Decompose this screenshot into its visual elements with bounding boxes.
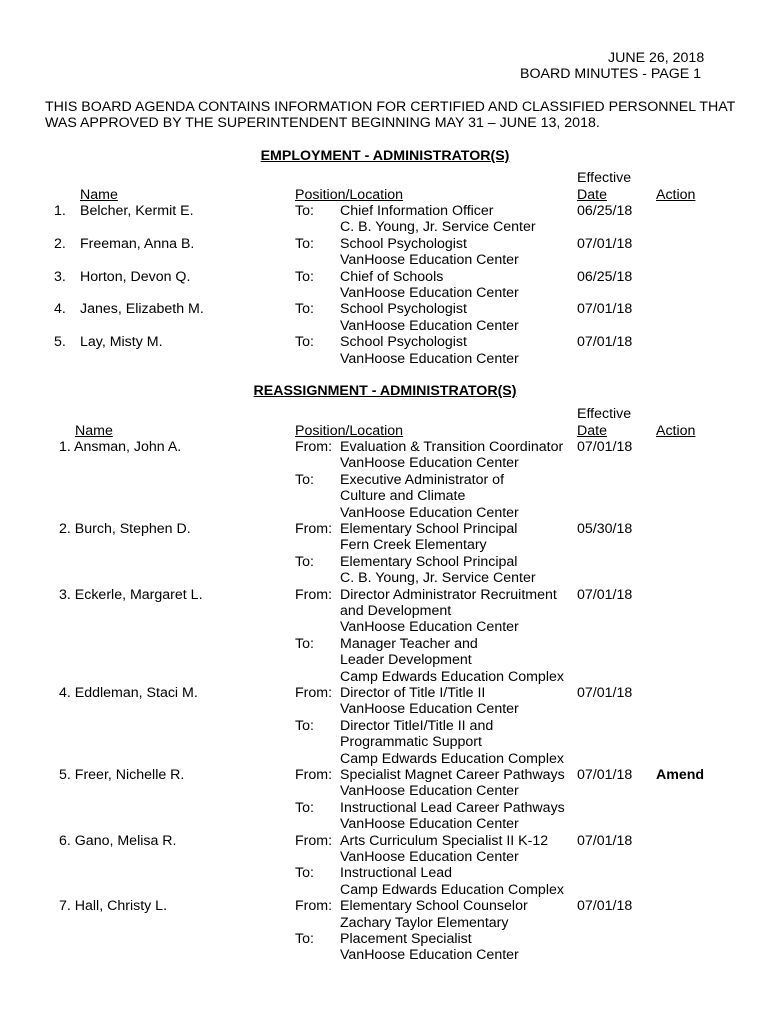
- employment-row-location: VanHoose Education Center: [340, 285, 519, 301]
- reassignment-row-text: Culture and Climate: [340, 488, 466, 505]
- reassignment-row-date: 07/01/18: [577, 685, 633, 701]
- reassignment-row-label: To:: [295, 553, 314, 570]
- reassignment-row-text: Elementary School Counselor: [340, 898, 528, 915]
- reassignment-row-name: 5. Freer, Nichelle R.: [59, 767, 185, 783]
- intro-line-2: WAS APPROVED BY THE SUPERINTENDENT BEGINNING MAY 31 – JUNE 13, 2018.: [45, 115, 600, 131]
- reassignment-row-text: Elementary School Principal: [340, 521, 518, 537]
- employment-row-number: 4.: [54, 301, 66, 318]
- reassignment-row-action: Amend: [656, 767, 705, 783]
- employment-row-location: C. B. Young, Jr. Service Center: [340, 219, 536, 236]
- employment-row-location: VanHoose Education Center: [340, 317, 519, 334]
- employment-row-date: 06/25/18: [577, 268, 633, 285]
- reassignment-row-date: 07/01/18: [577, 586, 633, 603]
- reassignment-date-header: Date: [577, 423, 607, 439]
- employment-row-position: School Psychologist: [340, 235, 467, 252]
- employment-row-date: 07/01/18: [577, 235, 633, 252]
- employment-row-position: Chief of Schools: [340, 268, 444, 285]
- reassignment-row-date: 07/01/18: [577, 832, 633, 849]
- reassignment-row-label: From:: [295, 767, 333, 783]
- employment-row-location: VanHoose Education Center: [340, 350, 519, 367]
- employment-row-name: Janes, Elizabeth M.: [80, 301, 204, 318]
- employment-date-header: Date: [577, 187, 607, 203]
- employment-position-header: Position/Location: [295, 187, 404, 203]
- employment-row-number: 5.: [54, 334, 66, 351]
- employment-row-name: Lay, Misty M.: [80, 334, 163, 351]
- reassignment-row-text: C. B. Young, Jr. Service Center: [340, 570, 536, 587]
- reassignment-row-text: Camp Edwards Education Complex: [340, 881, 564, 898]
- reassignment-row-text: VanHoose Education Center: [340, 783, 519, 800]
- reassignment-row-text: VanHoose Education Center: [340, 849, 519, 865]
- reassignment-position-header: Position/Location: [295, 423, 404, 439]
- employment-effective-header: Effective: [577, 170, 632, 186]
- intro-line-1: THIS BOARD AGENDA CONTAINS INFORMATION FOR CERTIFIED AND CLASSIFIED PERSONNEL THAT: [45, 99, 736, 115]
- reassignment-row-name: 4. Eddleman, Staci M.: [59, 685, 198, 701]
- reassignment-row-label: To:: [295, 799, 314, 816]
- reassignment-section-title: REASSIGNMENT - ADMINISTRATOR(S): [253, 383, 517, 399]
- reassignment-row-text: Elementary School Principal: [340, 553, 518, 570]
- employment-section-title: EMPLOYMENT - ADMINISTRATOR(S): [260, 148, 510, 164]
- employment-row-name: Horton, Devon Q.: [80, 268, 191, 285]
- reassignment-row-text: Zachary Taylor Elementary: [340, 914, 509, 931]
- reassignment-row-label: From:: [295, 685, 333, 701]
- reassignment-row-label: To:: [295, 931, 314, 947]
- employment-row-number: 1.: [54, 203, 66, 219]
- employment-name-header: Name: [80, 187, 118, 203]
- reassignment-row-text: Director TitleI/Title II and: [340, 717, 494, 734]
- reassignment-row-text: VanHoose Education Center: [340, 619, 519, 636]
- employment-row-position: Chief Information Officer: [340, 203, 494, 219]
- employment-row-position: School Psychologist: [340, 334, 467, 351]
- reassignment-row-label: To:: [295, 471, 314, 488]
- reassignment-row-name: 3. Eckerle, Margaret L.: [59, 586, 203, 603]
- employment-row-to-label: To:: [295, 203, 314, 219]
- employment-row-to-label: To:: [295, 301, 314, 318]
- reassignment-row-text: Placement Specialist: [340, 931, 472, 947]
- employment-row-to-label: To:: [295, 334, 314, 351]
- employment-row-name: Freeman, Anna B.: [80, 235, 195, 252]
- employment-row-to-label: To:: [295, 268, 314, 285]
- reassignment-row-text: Instructional Lead: [340, 865, 452, 882]
- reassignment-row-text: Instructional Lead Career Pathways: [340, 799, 565, 816]
- reassignment-row-label: From:: [295, 439, 333, 455]
- reassignment-row-text: Programmatic Support: [340, 734, 482, 751]
- reassignment-row-text: VanHoose Education Center: [340, 701, 519, 718]
- reassignment-row-text: VanHoose Education Center: [340, 816, 519, 833]
- reassignment-row-label: From:: [295, 898, 333, 915]
- reassignment-row-text: VanHoose Education Center: [340, 947, 519, 964]
- reassignment-row-label: From:: [295, 832, 333, 849]
- reassignment-row-text: Camp Edwards Education Complex: [340, 750, 564, 767]
- reassignment-row-label: To:: [295, 717, 314, 734]
- employment-row-number: 2.: [54, 235, 66, 252]
- reassignment-row-name: 1. Ansman, John A.: [59, 439, 182, 455]
- reassignment-row-label: From:: [295, 521, 333, 537]
- reassignment-row-text: Executive Administrator of: [340, 471, 505, 488]
- employment-row-position: School Psychologist: [340, 301, 467, 318]
- reassignment-row-date: 07/01/18: [577, 439, 633, 455]
- reassignment-row-text: Leader Development: [340, 652, 472, 669]
- reassignment-row-text: VanHoose Education Center: [340, 455, 519, 472]
- reassignment-row-text: VanHoose Education Center: [340, 504, 519, 521]
- employment-row-date: 06/25/18: [577, 203, 633, 219]
- employment-row-date: 07/01/18: [577, 301, 633, 318]
- reassignment-row-text: Manager Teacher and: [340, 635, 478, 652]
- header-page-line: BOARD MINUTES - PAGE 1: [520, 66, 702, 82]
- reassignment-effective-header: Effective: [577, 406, 632, 422]
- reassignment-row-name: 7. Hall, Christy L.: [59, 898, 168, 915]
- reassignment-row-text: Specialist Magnet Career Pathways: [340, 767, 565, 783]
- reassignment-row-text: Fern Creek Elementary: [340, 537, 487, 554]
- reassignment-name-header: Name: [75, 423, 113, 439]
- employment-row-number: 3.: [54, 268, 66, 285]
- reassignment-row-date: 07/01/18: [577, 898, 633, 915]
- reassignment-row-name: 2. Burch, Stephen D.: [59, 521, 191, 537]
- header-date: JUNE 26, 2018: [608, 50, 705, 66]
- reassignment-row-text: Arts Curriculum Specialist II K-12: [340, 832, 549, 849]
- reassignment-row-label: From:: [295, 586, 333, 603]
- reassignment-row-text: Camp Edwards Education Complex: [340, 668, 564, 685]
- employment-action-header: Action: [656, 187, 696, 203]
- reassignment-row-name: 6. Gano, Melisa R.: [59, 832, 177, 849]
- employment-row-date: 07/01/18: [577, 334, 633, 351]
- reassignment-action-header: Action: [656, 423, 696, 439]
- reassignment-row-text: Evaluation & Transition Coordinator: [340, 439, 564, 455]
- employment-row-to-label: To:: [295, 235, 314, 252]
- employment-row-name: Belcher, Kermit E.: [80, 203, 194, 219]
- reassignment-row-label: To:: [295, 635, 314, 652]
- reassignment-row-date: 05/30/18: [577, 521, 633, 537]
- reassignment-row-text: Director of Title I/Title II: [340, 685, 486, 701]
- employment-row-location: VanHoose Education Center: [340, 252, 519, 269]
- reassignment-row-date: 07/01/18: [577, 767, 633, 783]
- reassignment-row-text: Director Administrator Recruitment: [340, 586, 557, 603]
- reassignment-row-text: and Development: [340, 603, 452, 619]
- reassignment-row-label: To:: [295, 865, 314, 882]
